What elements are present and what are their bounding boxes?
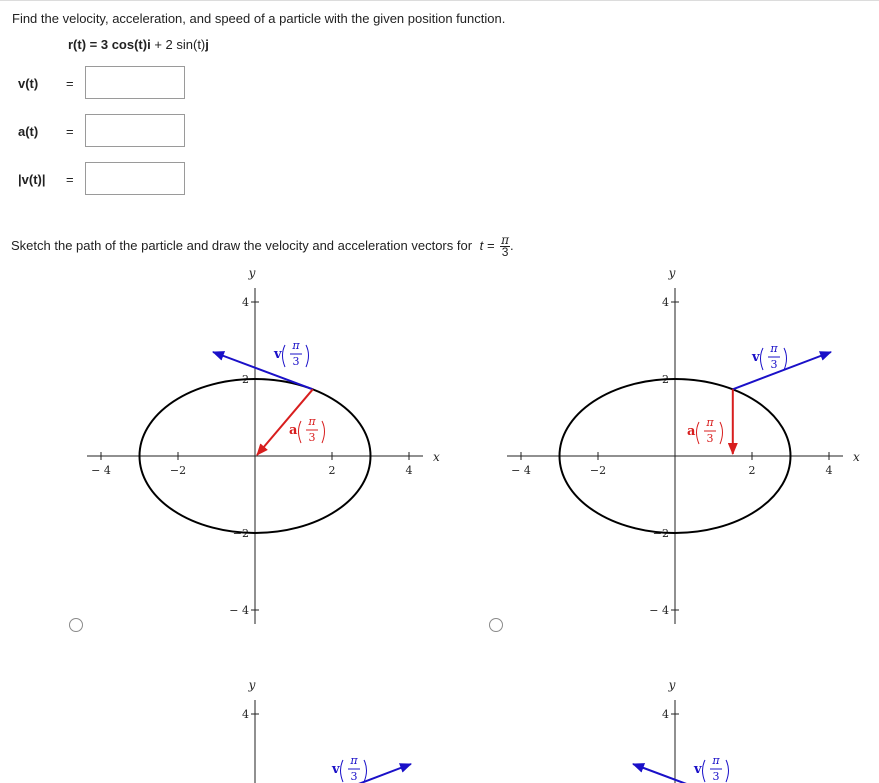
svg-text:a: a [289, 423, 298, 438]
tick-label: 2 [328, 464, 336, 477]
acceleration-vector-label [289, 415, 325, 444]
tick-label: 4 [405, 464, 413, 477]
acceleration-vector [257, 389, 313, 455]
acceleration-vector-label [687, 416, 723, 445]
svg-text:3: 3 [292, 355, 300, 368]
svg-text:a: a [687, 424, 696, 439]
tick-label: 4 [242, 708, 249, 721]
tick-label: − 4 [229, 604, 249, 617]
velocity-label: v(t) [18, 76, 39, 91]
svg-text:π: π [712, 754, 720, 767]
velocity-vector-label [693, 754, 729, 783]
svg-text:v: v [694, 762, 702, 777]
svg-text:3: 3 [308, 431, 316, 444]
svg-text:v: v [274, 347, 282, 362]
velocity-vector [733, 352, 831, 389]
tick-label: 4 [242, 296, 249, 309]
velocity-row: v(t) = [0, 66, 200, 100]
svg-text:3: 3 [770, 358, 778, 371]
x-axis-label: x [853, 450, 860, 464]
sketch-prompt: Sketch the path of the particle and draw the velocity and acceleration vectors for t = $\frac{\pi}{3}$ . [11, 233, 514, 259]
svg-text:π: π [706, 416, 714, 429]
y-axis-label: y [668, 678, 676, 692]
y-axis-label: y [248, 266, 256, 280]
x-axis-label: x [433, 450, 440, 464]
tick-label: 2 [242, 373, 249, 386]
tick-label: 4 [662, 708, 669, 721]
velocity-vector-label [331, 754, 367, 783]
question-prompt: Find the velocity, acceleration, and speed of a particle with the given position function. [12, 11, 506, 26]
svg-text:3: 3 [350, 770, 358, 783]
graph-option-4 [633, 678, 733, 783]
tick-label: −2 [232, 527, 249, 540]
velocity-vector-label [273, 339, 309, 368]
tick-label: 2 [748, 464, 756, 477]
y-axis-label: y [248, 678, 256, 692]
option-1-radio[interactable] [69, 618, 83, 632]
acceleration-row: a(t) = [0, 114, 200, 148]
option-2-radio[interactable] [489, 618, 503, 632]
svg-text:π: π [308, 415, 316, 428]
svg-text:π: π [292, 339, 300, 352]
velocity-vector-label [751, 342, 787, 371]
velocity-vector [313, 764, 411, 783]
tick-label: − 4 [649, 604, 669, 617]
tick-label: 4 [825, 464, 833, 477]
y-axis-label: y [668, 266, 676, 280]
tick-label: − 4 [91, 464, 111, 477]
tick-label: −2 [169, 464, 187, 477]
acceleration-label: a(t) [18, 124, 39, 139]
tick-label: 4 [662, 296, 669, 309]
graph-option-1 [87, 266, 440, 624]
svg-text:π: π [350, 754, 358, 767]
svg-text:3: 3 [706, 432, 714, 445]
svg-text:3: 3 [712, 770, 720, 783]
tick-label: −2 [589, 464, 607, 477]
tick-label: − 4 [511, 464, 531, 477]
svg-text:v: v [332, 762, 340, 777]
position-function: r(t) = 3 cos(t)i + 2 sin(t)j [68, 37, 209, 52]
svg-text:π: π [770, 342, 778, 355]
graph-option-2 [507, 266, 860, 624]
svg-text:v: v [752, 350, 760, 365]
speed-label: |v(t)| [18, 172, 46, 187]
tick-label: 2 [662, 373, 669, 386]
speed-row: |v(t)| = [0, 162, 200, 196]
graph-option-3 [242, 678, 411, 783]
tick-label: −2 [652, 527, 669, 540]
